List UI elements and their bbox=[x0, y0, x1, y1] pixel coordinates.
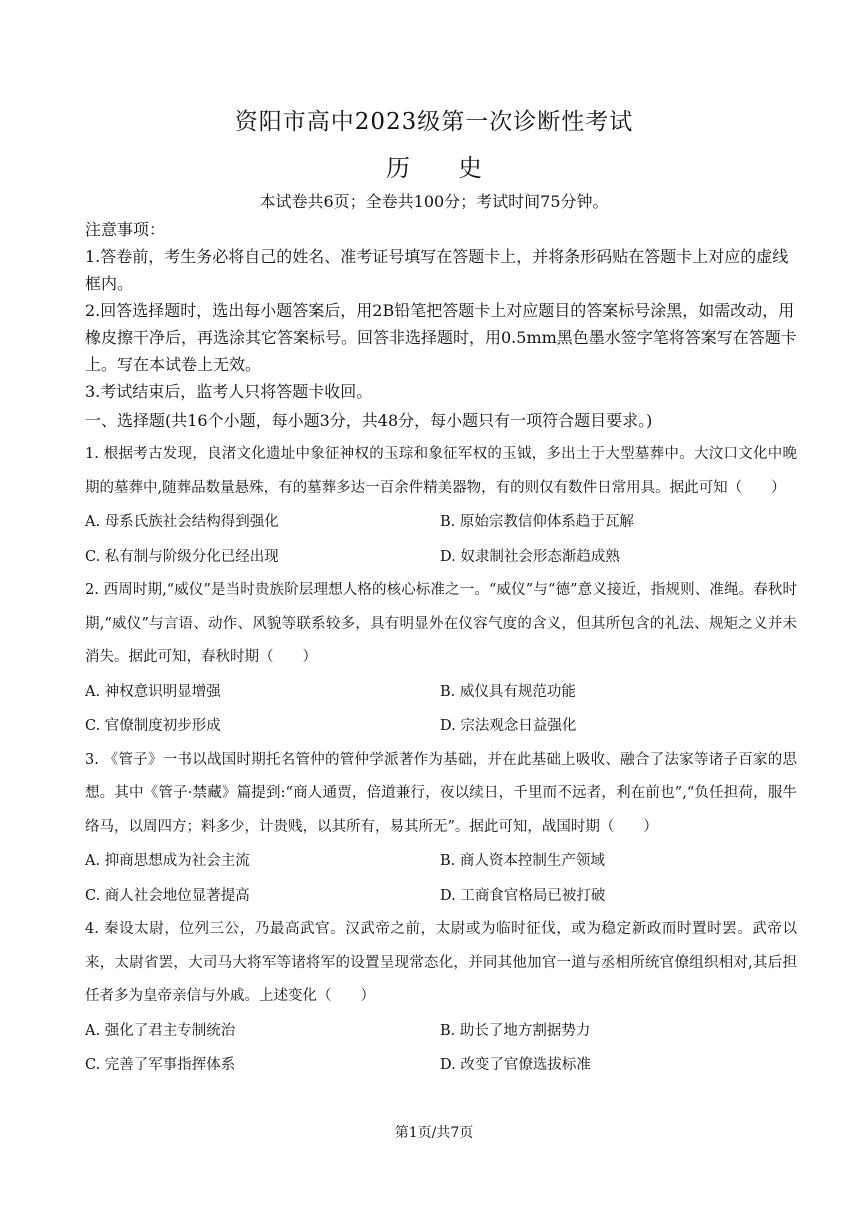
question-stem: 4. 秦设太尉，位列三公，乃最高武官。汉武帝之前，太尉或为临时征伐，或为稳定新政而时置时罢。武帝以来，太尉省罢，大司马大将军等诸将军的设置呈现常态化，并同其他加官一道与丞相所统官僚组织相对,其后担任者多为皇帝亲信与外戚。上述变化（ ） bbox=[85, 921, 797, 1004]
notes-heading: 注意事项： bbox=[85, 220, 166, 239]
question-stem: 3. 《管子》一书以战国时期托名管仲的管仲学派著作为基础，并在此基础上吸收、融合了法家等诸子百家的思想。其中《管子·禁藏》篇提到:“商人通贾，倍道兼行，夜以续日，千里而不远者，利在前也”,“负任担荷，服牛络马，以周四方；料多少，计贵贱，以其所有，易其所无”。据此可知，战国时期（ ） bbox=[85, 751, 797, 835]
subject-title bbox=[0, 148, 868, 183]
option-d: D. 改变了官僚选拔标准 bbox=[440, 1057, 591, 1073]
exam-title: 资阳市高中2023级第一次诊断性考试 bbox=[234, 109, 634, 135]
option-c: C. 完善了军事指挥体系 bbox=[85, 1057, 236, 1073]
exam-info: 本试卷共6页；全卷共100分；考试时间75分钟。 bbox=[259, 192, 609, 211]
option-b: B. 威仪具有规范功能 bbox=[440, 683, 576, 700]
option-d: D. 工商食官格局已被打破 bbox=[440, 887, 606, 904]
subject-char-1: 历 bbox=[386, 154, 410, 182]
option-b: B. 助长了地方割据势力 bbox=[440, 1022, 591, 1039]
option-grid bbox=[85, 675, 797, 744]
question-list bbox=[85, 438, 797, 1083]
option-d: D. 奴隶制社会形态渐趋成熟 bbox=[440, 548, 620, 565]
option-c: C. 商人社会地位显著提高 bbox=[85, 887, 250, 904]
page-number: 第1页/共7页 bbox=[394, 1125, 474, 1141]
subject-char-2: 史 bbox=[458, 154, 482, 182]
option-c: C. 私有制与阶级分化已经出现 bbox=[85, 548, 279, 565]
question-4 bbox=[85, 913, 797, 1083]
notes-block bbox=[85, 216, 797, 405]
option-grid bbox=[85, 505, 797, 574]
section-heading: 一、选择题(共16个小题，每小题3分，共48分，每小题只有一项符合题目要求。) bbox=[85, 411, 653, 430]
option-grid bbox=[85, 1014, 797, 1083]
question-1 bbox=[85, 438, 797, 574]
option-b: B. 原始宗教信仰体系趋于瓦解 bbox=[440, 514, 634, 530]
option-a: A. 母系氏族社会结构得到强化 bbox=[85, 514, 279, 530]
option-b: B. 商人资本控制生产领域 bbox=[440, 853, 605, 869]
question-stem: 2. 西周时期,“威仪”是当时贵族阶层理想人格的核心标准之一。“威仪”与“德”意义接近，指规则、准绳。春秋时期,“威仪”与言语、动作、风貌等联系较多，具有明显外在仪容气度的含义，但其所包含的礼法、规矩之义并未消失。据此可知，春秋时期（ ） bbox=[85, 582, 797, 665]
question-3 bbox=[85, 744, 797, 914]
note-item: 1.答卷前，考生务必将自己的姓名、准考证号填写在答题卡上，并将条形码贴在答题卡上对应的虚线框内。 bbox=[85, 247, 789, 293]
option-d: D. 宗法观念日益强化 bbox=[440, 718, 577, 734]
option-grid bbox=[85, 844, 797, 913]
option-c: C. 官僚制度初步形成 bbox=[85, 718, 221, 734]
question-2 bbox=[85, 574, 797, 744]
option-a: A. 抑商思想成为社会主流 bbox=[85, 853, 250, 869]
question-stem: 1. 根据考古发现，良渚文化遗址中象征神权的玉琮和象征军权的玉钺，多出土于大型墓葬中。大汶口文化中晚期的墓葬中,随葬品数量悬殊，有的墓葬多达一百余件精美器物，有的则仅有数件日常用具。据此可知（ ） bbox=[85, 446, 797, 496]
note-item: 3.考试结束后，监考人只将答题卡收回。 bbox=[85, 382, 373, 401]
option-a: A. 强化了君主专制统治 bbox=[85, 1022, 236, 1039]
note-item: 2.回答选择题时，选出每小题答案后，用2B铅笔把答题卡上对应题目的答案标号涂黑，如需改动，用橡皮擦干净后，再选涂其它答案标号。回答非选择题时，用0.5mm黑色墨水签字笔将答案写在答题卡上。写在本试卷上无效。 bbox=[85, 301, 797, 374]
option-a: A. 神权意识明显增强 bbox=[85, 683, 221, 700]
